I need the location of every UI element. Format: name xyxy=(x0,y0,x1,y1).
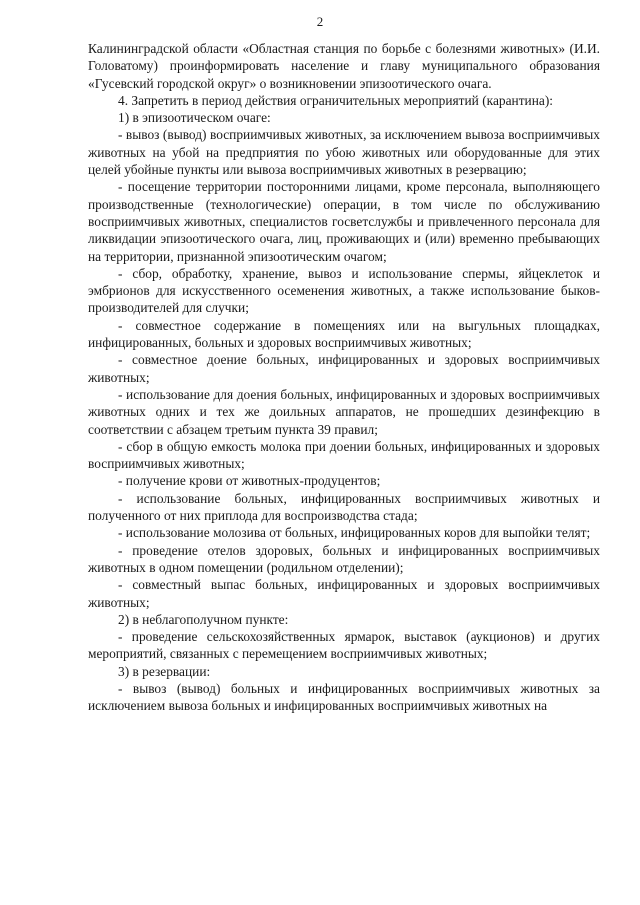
paragraph: Калининградской области «Областная станция по борьбе с болезнями животных» (И.И. Головатому) проинформировать население и главу муниципального образования «Гусевский городской округ» о возникновении эпизоотического очага. xyxy=(88,41,600,91)
paragraph: - получение крови от животных-продуцентов; xyxy=(118,473,381,489)
paragraph: 4. Запретить в период действия ограничительных мероприятий (карантина): xyxy=(118,92,554,108)
paragraph: - проведение сельскохозяйственных ярмарок, выставок (аукционов) и других мероприятий, связанных с перемещением восприимчивых животных; xyxy=(88,629,600,662)
paragraph: 2) в неблагополучном пункте: xyxy=(118,611,289,627)
paragraph: - совместное доение больных, инфицированных и здоровых восприимчивых животных; xyxy=(88,352,600,385)
paragraph: - использование молозива от больных, инфицированных коров для выпойки телят; xyxy=(118,525,591,541)
paragraph: - совместное содержание в помещениях или на выгульных площадках, инфицированных, больных и здоровых восприимчивых животных; xyxy=(88,317,600,351)
paragraph: - использование для доения больных, инфицированных и здоровых восприимчивых животных одних и тех же доильных аппаратов, не прошедших дезинфекцию в соответствии с абзацем третьим пункта 39 правил; xyxy=(88,386,600,437)
paragraph: 1) в эпизоотическом очаге: xyxy=(118,110,271,126)
page-number: 2 xyxy=(316,14,324,29)
paragraph: - сбор, обработку, хранение, вывоз и использование спермы, яйцеклеток и эмбрионов для искусственного осеменения животных, а также использование быков-производителей для случки; xyxy=(88,265,600,316)
paragraph: - посещение территории посторонними лицами, кроме персонала, выполняющего производственные (технологические) операции, в том числе по обслуживанию восприимчивых животных, специалистов госветслужбы и привлеченного персонала для ликвидации эпизоотического очага, лиц, проживающих и (или) временно пребывающих на территории, признанной эпизоотическим очагом; xyxy=(88,179,600,264)
paragraph: 3) в резервации: xyxy=(118,663,211,679)
paragraph: - использование больных, инфицированных восприимчивых животных и полученного от них приплода для воспроизводства стада; xyxy=(88,490,600,524)
paragraph: - вывоз (вывод) больных и инфицированных восприимчивых животных за исключением вывоза больных и инфицированных восприимчивых животных на xyxy=(88,680,600,714)
document-body xyxy=(88,40,600,715)
paragraph: - проведение отелов здоровых, больных и инфицированных восприимчивых животных в одном помещении (родильном отделении); xyxy=(88,542,600,575)
paragraph: - совместный выпас больных, инфицированных и здоровых восприимчивых животных; xyxy=(88,577,600,610)
paragraph: - сбор в общую емкость молока при доении больных, инфицированных и здоровых восприимчивых животных; xyxy=(88,438,600,472)
paragraph: - вывоз (вывод) восприимчивых животных, за исключением вывоза восприимчивых животных на убой на предприятия по убою животных или оборудованные для этих целей убойные пункты или вывоза восприимчивых животных в резервацию; xyxy=(88,127,600,178)
